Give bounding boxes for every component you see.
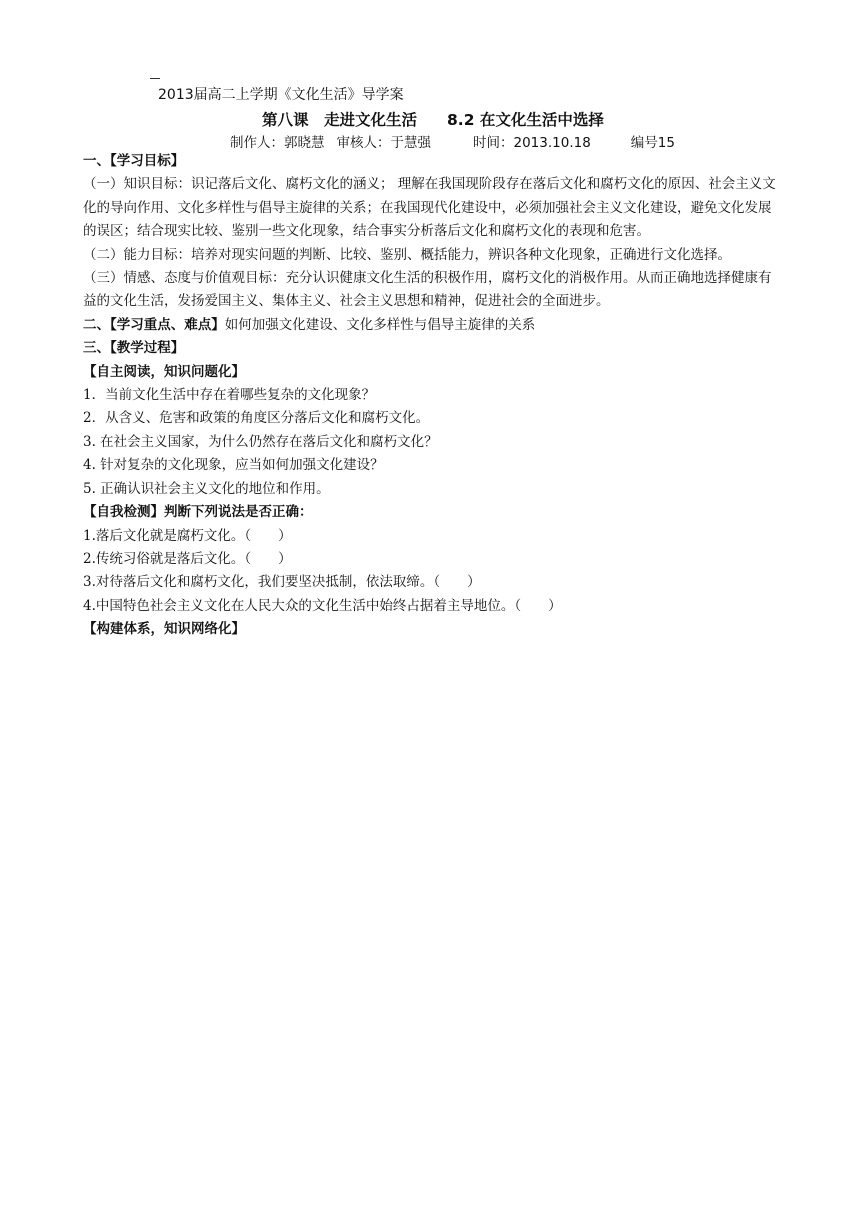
maker: 制作人：郭晓慧 xyxy=(230,135,325,151)
check-item: 1.落后文化就是腐朽文化。（ ） xyxy=(83,527,292,544)
keypoints-text: 如何加强文化建设、文化多样性与倡导主旋律的关系 xyxy=(224,316,536,333)
reading-heading: 【自主阅读，知识问题化】 xyxy=(83,363,245,380)
header-mark xyxy=(150,78,160,79)
date: 时间：2013.10.18 xyxy=(473,135,591,151)
process-heading: 三、【教学过程】 xyxy=(83,340,185,357)
goal-ability: （二）能力目标：培养对现实问题的判断、比较、鉴别、概括能力，辨识各种文化现象，正确进行文化选择。 xyxy=(83,246,731,263)
goal-emotion: （三）情感、态度与价值观目标：充分认识健康文化生活的积极作用，腐朽文化的消极作用。从而正确地选择健康有益的文化生活，发扬爱国主义、集体主义、社会主义思想和精神，促进社会的全面进步。 xyxy=(83,270,772,310)
lesson-name: 第八课 走进文化生活 xyxy=(262,111,418,129)
reading-item: 5. 正确认识社会主义文化的地位和作用。 xyxy=(83,480,330,497)
reading-item: 1．当前文化生活中存在着哪些复杂的文化现象？ xyxy=(83,387,376,404)
check-heading: 【自我检测】判断下列说法是否正确： xyxy=(83,504,313,521)
doc-number: 编号15 xyxy=(630,135,675,151)
lesson-title xyxy=(262,108,604,130)
reading-item: 4. 针对复杂的文化现象，应当如何加强文化建设？ xyxy=(83,457,384,474)
check-item: 2.传统习俗就是落后文化。（ ） xyxy=(83,550,292,567)
series-title: 2013届高二上学期《文化生活》导学案 xyxy=(158,87,404,103)
check-item: 3.对待落后文化和腐朽文化，我们要坚决抵制，依法取缔。（ ） xyxy=(83,574,481,591)
keypoints-label: 二、【学习重点、难点】 xyxy=(83,316,225,333)
reading-item: 3. 在社会主义国家，为什么仍然存在落后文化和腐朽文化？ xyxy=(83,433,438,450)
reviewer: 审核人：于慧强 xyxy=(336,135,431,151)
goal-knowledge: （一）知识目标：识记落后文化、腐朽文化的涵义； 理解在我国现阶段存在落后文化和腐朽文化的原因、社会主义文化的导向作用、文化多样性与倡导主旋律的关系；在我国现代化建设中，必须加强社会主义文化建设，避免文化发展的误区；结合现实比较、鉴别一些文化现象，结合事实分析落后文化和腐朽文化的表现和危害。 xyxy=(83,176,776,240)
goals-heading: 一、【学习目标】 xyxy=(83,153,185,169)
network-heading: 【构建体系，知识网络化】 xyxy=(83,621,245,638)
check-item: 4.中国特色社会主义文化在人民大众的文化生活中始终占据着主导地位。（ ） xyxy=(83,597,562,614)
section-name: 8.2 在文化生活中选择 xyxy=(447,111,604,129)
keypoints xyxy=(83,314,783,337)
content xyxy=(83,150,783,642)
reading-item: 2．从含义、危害和政策的角度区分落后文化和腐朽文化。 xyxy=(83,410,430,427)
meta-line xyxy=(230,131,675,151)
